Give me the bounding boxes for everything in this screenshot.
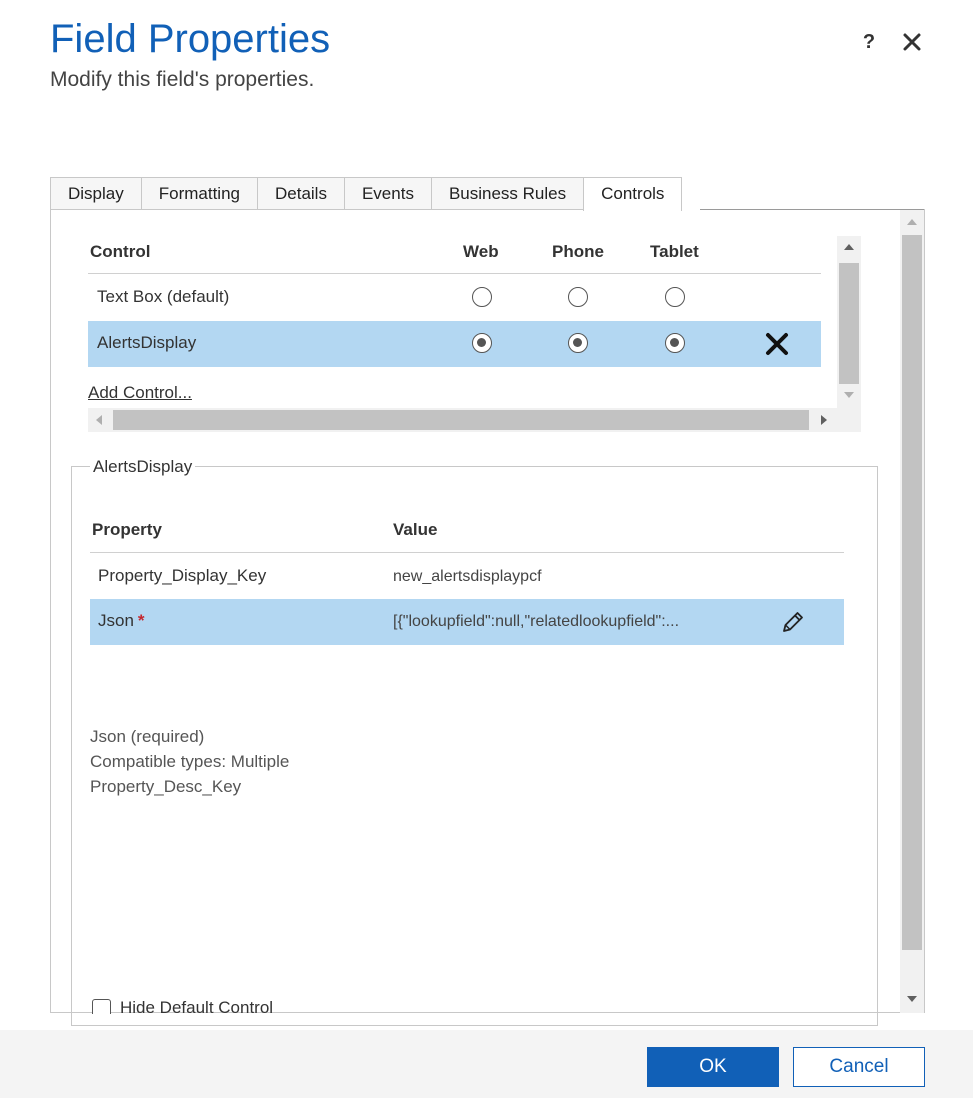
scrollbar-thumb[interactable] (113, 410, 809, 430)
property-row-json[interactable] (90, 599, 844, 645)
panel-vertical-scrollbar[interactable] (900, 210, 924, 1013)
add-control-link[interactable]: Add Control... (88, 383, 192, 402)
control-name: AlertsDisplay (97, 333, 197, 352)
page-subtitle: Modify this field's properties. (50, 68, 315, 91)
scroll-up-arrow-icon[interactable] (844, 244, 854, 250)
phone-radio[interactable] (568, 333, 588, 353)
description-line: Property_Desc_Key (90, 777, 242, 796)
column-tablet: Tablet (650, 242, 699, 261)
column-control: Control (90, 242, 151, 261)
tab-details[interactable]: Details (257, 177, 344, 210)
tab-bar (50, 177, 682, 210)
hide-default-control[interactable] (92, 998, 273, 1014)
scroll-left-arrow-icon[interactable] (96, 415, 102, 425)
scroll-down-arrow-icon[interactable] (907, 996, 917, 1002)
tab-display[interactable]: Display (50, 177, 141, 210)
web-radio[interactable] (472, 333, 492, 353)
property-name (98, 611, 145, 631)
hide-default-label: Hide Default Control (120, 998, 274, 1014)
help-icon[interactable]: ? (862, 31, 876, 53)
description-line: Compatible types: Multiple (90, 752, 290, 771)
properties-legend: AlertsDisplay (90, 457, 195, 477)
tablet-radio[interactable] (665, 333, 685, 353)
scroll-right-arrow-icon[interactable] (821, 415, 827, 425)
page-title: Field Properties (50, 17, 331, 61)
column-value: Value (393, 520, 438, 539)
tab-formatting[interactable]: Formatting (141, 177, 257, 210)
remove-control-icon[interactable] (764, 331, 790, 357)
controls-table-header (88, 236, 821, 274)
control-name: Text Box (default) (97, 287, 230, 306)
column-phone: Phone (552, 242, 604, 261)
scroll-up-arrow-icon[interactable] (907, 219, 917, 225)
scrollbar-thumb[interactable] (839, 263, 859, 384)
description-line: Json (required) (90, 727, 205, 746)
tablet-radio[interactable] (665, 287, 685, 307)
required-marker: * (137, 611, 145, 630)
property-description (90, 724, 289, 799)
controls-horizontal-scrollbar[interactable] (88, 408, 861, 432)
scrollbar-thumb[interactable] (902, 235, 922, 950)
property-name: Property_Display_Key (98, 566, 267, 585)
control-row-alerts-display[interactable] (88, 321, 821, 367)
control-row-text-box[interactable] (88, 275, 821, 321)
close-icon[interactable] (899, 28, 925, 56)
scroll-down-arrow-icon[interactable] (844, 392, 854, 398)
property-name-text: Json (98, 611, 134, 630)
hide-default-checkbox[interactable] (92, 999, 111, 1014)
column-web: Web (463, 242, 499, 261)
tab-events[interactable]: Events (344, 177, 431, 210)
property-row-display-key[interactable] (90, 554, 844, 600)
ok-button[interactable]: OK (647, 1047, 779, 1087)
properties-table-header (90, 514, 844, 553)
controls-vertical-scrollbar[interactable] (837, 236, 861, 408)
web-radio[interactable] (472, 287, 492, 307)
column-property: Property (92, 520, 162, 539)
property-value: new_alertsdisplaypcf (393, 568, 542, 585)
tab-controls[interactable]: Controls (583, 177, 682, 211)
phone-radio[interactable] (568, 287, 588, 307)
property-value: [{"lookupfield":null,"relatedlookupfield":... (393, 613, 680, 630)
tab-business-rules[interactable]: Business Rules (431, 177, 583, 210)
edit-pencil-icon[interactable] (780, 609, 806, 635)
cancel-button[interactable]: Cancel (793, 1047, 925, 1087)
